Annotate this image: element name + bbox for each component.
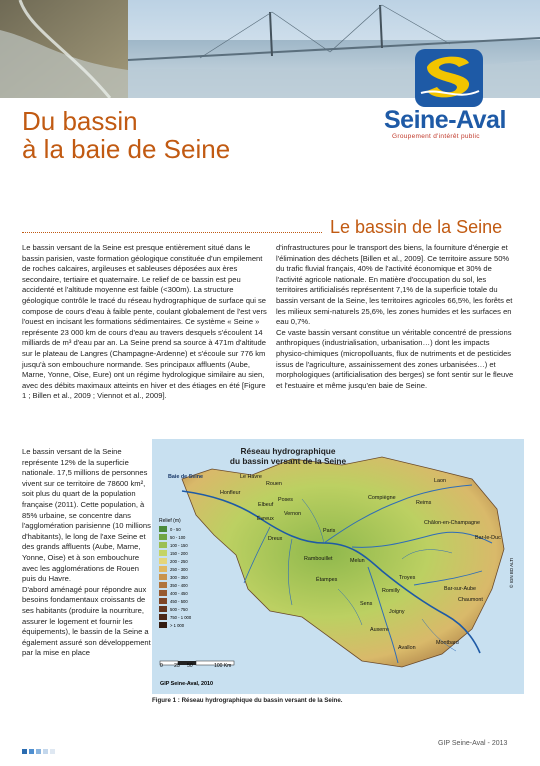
legend-entry	[159, 613, 195, 621]
map-title-line-2: du bassin versant de la Seine	[229, 456, 347, 466]
narrow-paragraph-2: D'abord aménagé pour répondre aux besoins fondamentaux croissants de ses habitants (produire la nourriture, assurer le logement et fournir les équipements), le bassin de la Seine a également assuré son développement par la mise en place	[22, 584, 151, 658]
city-label: Dreux	[268, 536, 283, 542]
city-label: Romilly	[382, 588, 400, 594]
legend-swatch	[159, 526, 167, 532]
legend-label: 350 - 400	[170, 582, 188, 588]
city-label: Melun	[350, 558, 365, 564]
city-label: Châlon-en-Champagne	[424, 520, 481, 526]
footer-square	[50, 749, 55, 754]
brand-subtitle: Groupement d'intérêt public	[392, 133, 480, 140]
legend-label: 500 - 750	[170, 606, 188, 612]
scale-tick: 25	[174, 663, 180, 669]
legend-label: 250 - 300	[170, 566, 188, 572]
map-title	[168, 446, 408, 466]
legend-swatch	[159, 566, 167, 572]
legend-label: > 1 000	[170, 622, 185, 628]
legend-entry	[159, 589, 195, 597]
legend-swatch	[159, 574, 167, 580]
city-label: Rouen	[266, 481, 282, 487]
legend-swatch	[159, 582, 167, 588]
legend-swatch	[159, 542, 167, 548]
scale-tick: 50	[187, 663, 193, 669]
footer-square	[29, 749, 34, 754]
legend-label: 150 - 200	[170, 550, 188, 556]
city-label: Honfleur	[220, 490, 241, 496]
page-title	[22, 107, 230, 163]
section-title: Le bassin de la Seine	[330, 217, 503, 237]
legend-title: Relief (m)	[159, 518, 181, 524]
legend-entry	[159, 549, 195, 557]
legend-label: 750 - 1 000	[170, 614, 192, 620]
legend-label: 50 - 100	[170, 534, 186, 540]
legend-swatch	[159, 558, 167, 564]
section-divider	[22, 232, 322, 233]
figure-caption: Figure 1 : Réseau hydrographique du bassin versant de la Seine.	[152, 697, 343, 704]
legend-entry	[159, 605, 195, 613]
scale-tick: 0	[160, 663, 163, 669]
city-label: Compiègne	[368, 495, 396, 501]
legend-swatch	[159, 550, 167, 556]
legend-entry	[159, 573, 195, 581]
map-scale	[160, 663, 231, 669]
city-label: Rambouillet	[304, 556, 333, 562]
city-label: Chaumont	[458, 597, 483, 603]
city-label: Poses	[278, 497, 293, 503]
city-label: Reims	[416, 500, 432, 506]
brand-name: Seine-Aval	[384, 106, 506, 134]
legend-swatch	[159, 590, 167, 596]
title-line-1: Du bassin	[22, 106, 138, 136]
legend-entry	[159, 541, 195, 549]
city-label: Le Havre	[240, 474, 262, 480]
footer-text: GIP Seine-Aval - 2013	[438, 740, 508, 747]
legend-label: 300 - 350	[170, 574, 188, 580]
basin-relief-map	[152, 439, 524, 694]
relief-legend	[159, 518, 195, 629]
map-copyright: © IGN BD ALTI	[509, 557, 514, 588]
legend-label: 200 - 250	[170, 558, 188, 564]
legend-label: 0 - 50	[170, 526, 181, 532]
legend-entry	[159, 581, 195, 589]
city-label: Avallon	[398, 645, 416, 651]
city-label: Étampes	[316, 577, 338, 583]
legend-entry	[159, 525, 195, 533]
hydrographic-map	[152, 439, 524, 694]
footer-squares	[22, 741, 57, 759]
left-paragraph-1: Le bassin versant de la Seine est presque entièrement situé dans le bassin parisien, vaste formation géologique constituée d'un empilement de roches calcaires, argileuses et sableuses déposées aux ères secondaire, tertiaire et quaternaire. Le relief de ce bassin est peu accidenté et l'altitude moyenne est faible (<300m). La structure géologique contrôle le tracé du réseau hydrographique de surface qui se compose de cours d'eau à faible pente, coulant globalement de l'est vers l'ouest en incisant les formations sédimentaires. Ce système « Seine » représente 23 000 km de cours d'eau au travers desquels s'écoulent 14 milliards de m³ d'eau par an. La Seine prend sa source à 471m d'altitude sur le plateau de Langres (Champagne-Ardenne) et s'écoule sur 776 km jusqu'à son embouchure normande. Ses principaux affluents (Aube, Marne, Yonne, Oise, Eure) ont un régime hydrologique similaire au sien, avec des débits maximaux atteints en hiver et des étiages en été [Figure 1 ; Billen et al., 2009 ; Viennot et al., 2009].	[22, 243, 267, 401]
legend-swatch	[159, 614, 167, 620]
legend-entry	[159, 597, 195, 605]
city-label: Bar-sur-Aube	[444, 586, 477, 592]
legend-swatch	[159, 606, 167, 612]
bay-label: Baie de Seine	[168, 474, 204, 480]
city-label: Troyes	[399, 575, 416, 581]
footer-square	[43, 749, 48, 754]
footer-square	[36, 749, 41, 754]
narrow-paragraph-1: Le bassin versant de la Seine représente 12% de la superficie nationale. 17,5 millions de personnes vivent sur ce territoire de 78600 km², soit plus du quart de la population française (2011). Cette population, à 85% urbaine, se concentre dans l'agglomération parisienne (10 millions d'habitants), le long de l'axe Seine et des grands affluents (Aube, Marne, Yonne, Oise) et à son embouchure avec les agglomérations de Rouen puis du Havre.	[22, 447, 151, 584]
legend-swatch	[159, 598, 167, 604]
right-paragraph-2: Ce vaste bassin versant constitue un véritable concentré de pressions anthropiques (industrialisation, urbanisation…) dont les impacts physico-chimiques (micropolluants, flux de nutriments et de pesticides issus de l'agriculture, assainissement des zones urbanisées…) et morphologiques (artificialisation des berges) se font sentir sur le fleuve et l'estuaire et même jusqu'en baie de Seine.	[276, 327, 514, 390]
legend-entry	[159, 565, 195, 573]
city-label: Sens	[360, 601, 373, 607]
map-credit: GIP Seine-Aval, 2010	[160, 681, 214, 687]
title-line-2: à la baie de Seine	[22, 134, 231, 164]
left-column	[22, 243, 270, 402]
right-column	[276, 243, 519, 391]
city-label: Évreux	[257, 516, 274, 522]
legend-label: 100 - 150	[170, 542, 188, 548]
legend-entry	[159, 557, 195, 565]
narrow-column	[22, 447, 153, 659]
city-label: Joigny	[389, 609, 405, 615]
legend-entry	[159, 533, 195, 541]
city-label: Laon	[434, 478, 446, 484]
city-label: Bar-le-Duc	[475, 535, 501, 541]
legend-label: 450 - 500	[170, 598, 188, 604]
scale-unit: Km	[223, 663, 232, 669]
footer-square	[22, 749, 27, 754]
city-label: Elbeuf	[258, 502, 274, 508]
city-label: Paris	[323, 528, 336, 534]
seine-aval-logo	[413, 47, 485, 109]
city-label: Auxerre	[370, 627, 389, 633]
legend-label: 400 - 450	[170, 590, 188, 596]
scale-tick: 100	[214, 663, 223, 669]
legend-swatch	[159, 622, 167, 628]
legend-entry	[159, 621, 195, 629]
right-paragraph-1: d'infrastructures pour le transport des biens, la fourniture d'énergie et l'élimination des déchets [Billen et al., 2009]. Ce territoire assure 50% du trafic fluvial français, 40% de l'activité économique et 30% de l'activité agricole nationale. En matière d'occupation du sol, les territoires artificialisés représentent 7,1% de la superficie totale du bassin versant de la Seine, les territoires agricoles 66,5%, les forêts et les milieux semi-naturels 25,6%, les zones humides et les surfaces en eau 0,7%.	[276, 243, 513, 327]
map-title-line-1: Réseau hydrographique	[240, 446, 336, 456]
city-label: Vernon	[284, 511, 302, 517]
city-label: Montbard	[436, 640, 459, 646]
legend-swatch	[159, 534, 167, 540]
